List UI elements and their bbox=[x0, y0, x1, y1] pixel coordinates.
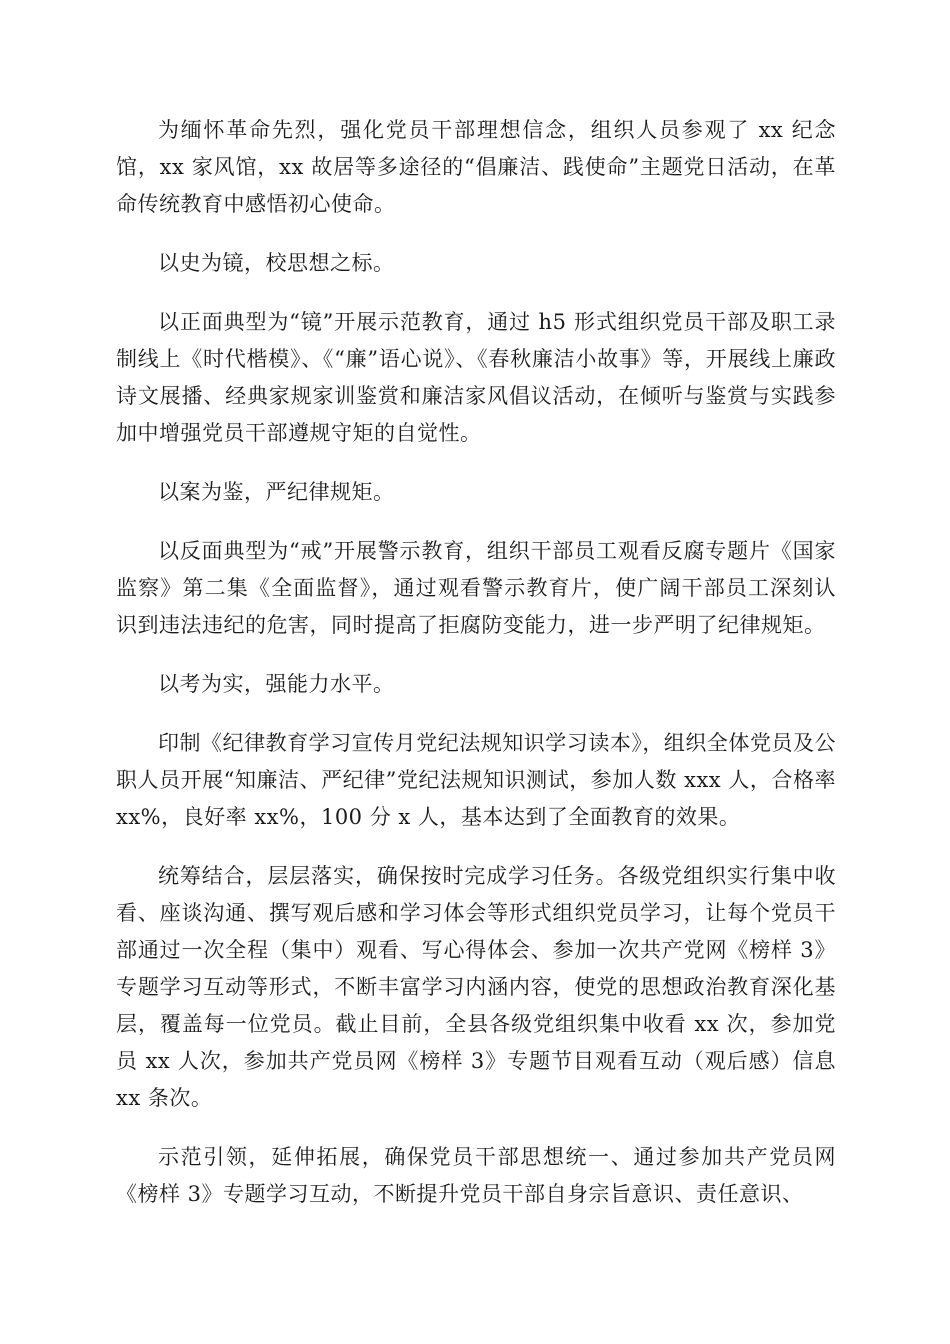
paragraph-warning-education: 以反面典型为“戒”开展警示教育，组织干部员工观看反腐专题片《国家监察》第二集《全面监督》，通过观看警示教育片，使广阔干部员工深刻认识到违法违纪的危害，同时提高了拒腐防变能力，进一步严明了纪律规矩。 bbox=[116, 539, 836, 637]
section-heading-history-mirror: 以史为镜，校思想之标。 bbox=[158, 251, 395, 275]
paragraph-positive-examples: 以正面典型为“镜”开展示范教育，通过 h5 形式组织党员干部及职工录制线上《时代楷模》、《“廉”语心说》、《春秋廉洁小故事》等，开展线上廉政诗文展播、经典家规家训鉴赏和廉洁家风倡议活动，在倾听与鉴赏与实践参加中增强党员干部遵规守矩的自觉性。 bbox=[116, 310, 836, 445]
section-heading-exam-practice: 以考为实，强能力水平。 bbox=[158, 672, 395, 696]
paragraph-coordinated-study: 统筹结合，层层落实，确保按时完成学习任务。各级党组织实行集中收看、座谈沟通、撰写观后感和学习体会等形式组织党员学习，让每个党员干部通过一次全程（集中）观看、写心得体会、参加一次共产党网《榜样 3》专题学习互动等形式，不断丰富学习内涵内容，使党的思想政治教育深化基层，覆盖每一位党员。截止目前，全县各级党组织集中收看 xx 次，参加党员 xx 人次，参加共产党员网《榜样 3》专题节目观看互动（观后感）信息 xx 条次。 bbox=[116, 864, 836, 1110]
paragraph-revolution-visit: 为缅怀革命先烈，强化党员干部理想信念，组织人员参观了 xx 纪念馆，xx 家风馆，xx 故居等多途径的“倡廉洁、践使命”主题党日活动，在革命传统教育中感悟初心使命。 bbox=[116, 118, 836, 216]
paragraph-demonstration-lead: 示范引领，延伸拓展，确保党员干部思想统一、通过参加共产党员网《榜样 3》专题学习互动，不断提升党员干部自身宗旨意识、责任意识、 bbox=[116, 1145, 836, 1206]
paragraph-knowledge-test: 印制《纪律教育学习宣传月党纪法规知识学习读本》，组织全体党员及公职人员开展“知廉洁、严纪律”党纪法规知识测试，参加人数 xxx 人，合格率 xx%，良好率 xx%，100 分 x 人，基本达到了全面教育的效果。 bbox=[116, 731, 836, 829]
document-body bbox=[116, 112, 836, 1235]
section-heading-case-lessons: 以案为鉴，严纪律规矩。 bbox=[158, 480, 395, 504]
